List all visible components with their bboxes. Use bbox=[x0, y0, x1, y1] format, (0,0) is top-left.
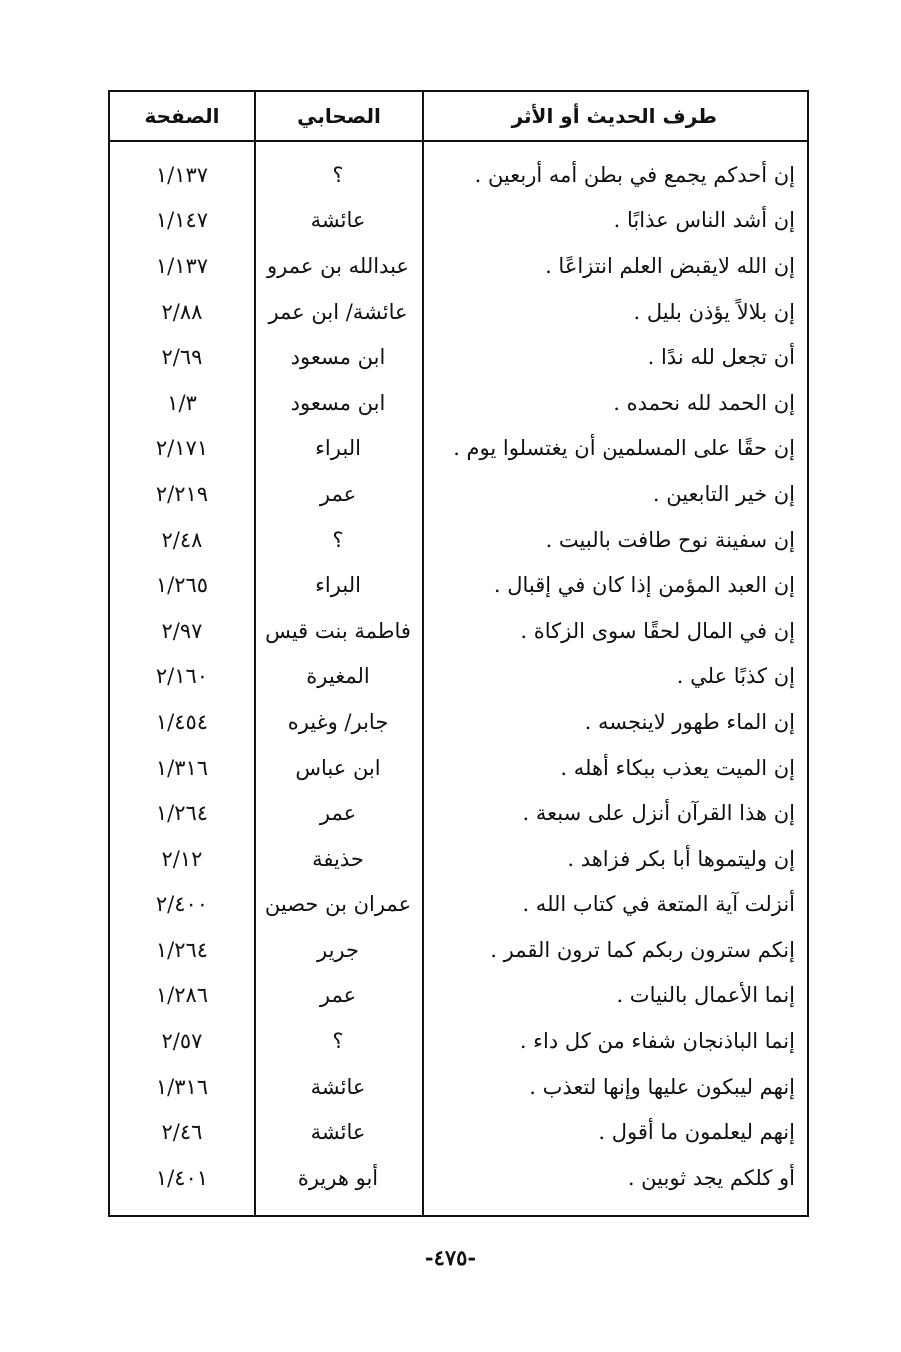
page-ref-cell: ١/٢٦٤ bbox=[155, 937, 209, 962]
table-row bbox=[110, 380, 807, 426]
sahabi-cell: حذيفة bbox=[312, 846, 364, 871]
table-row bbox=[110, 1155, 807, 1201]
page-ref-cell: ١/٤٥٤ bbox=[155, 709, 209, 734]
table-row bbox=[110, 882, 807, 928]
hadith-cell: إن خير التابعين . bbox=[652, 481, 795, 506]
sahabi-cell: جرير bbox=[317, 937, 359, 962]
sahabi-cell: أبو هريرة bbox=[297, 1165, 379, 1190]
table-row bbox=[110, 426, 807, 472]
hadith-cell: إن الماء طهور لاينجسه . bbox=[584, 709, 795, 734]
table-row bbox=[110, 517, 807, 563]
page-ref-cell: ٢/٩٧ bbox=[161, 618, 203, 643]
table-row bbox=[110, 745, 807, 791]
hadith-cell: أو كلكم يجد ثوبين . bbox=[627, 1165, 795, 1190]
sahabi-cell: ابن مسعود bbox=[290, 390, 386, 415]
page-ref-cell: ٢/٥٧ bbox=[161, 1029, 203, 1054]
table-row bbox=[110, 927, 807, 973]
page-ref-cell: ٢/٤٦ bbox=[161, 1120, 203, 1145]
sahabi-cell: عمران بن حصين bbox=[264, 892, 412, 917]
page-ref-cell: ١/٣ bbox=[167, 390, 197, 415]
hadith-cell: أنزلت آية المتعة في كتاب الله . bbox=[522, 892, 795, 917]
table-row bbox=[110, 654, 807, 700]
page-ref-cell: ١/٣١٦ bbox=[155, 1074, 209, 1099]
hadith-cell: إن الميت يعذب ببكاء أهله . bbox=[560, 755, 795, 780]
hadith-cell: إنهم ليبكون عليها وإنها لتعذب . bbox=[529, 1074, 795, 1099]
hadith-cell: إن حقًا على المسلمين أن يغتسلوا يوم . bbox=[453, 436, 795, 461]
sahabi-cell: عائشة/ ابن عمر bbox=[268, 299, 408, 324]
page-ref-cell: ١/٢٨٦ bbox=[155, 983, 209, 1008]
sahabi-cell: فاطمة بنت قيس bbox=[265, 618, 411, 643]
page-ref-cell: ٢/٨٨ bbox=[161, 299, 203, 324]
hadith-cell: إن وليتموها أبا بكر فزاهد . bbox=[567, 846, 795, 871]
sahabi-cell: ابن عباس bbox=[295, 755, 381, 780]
sahabi-cell: ؟ bbox=[332, 1029, 344, 1054]
sahabi-cell: البراء bbox=[315, 573, 361, 598]
page-ref-cell: ١/١٣٧ bbox=[155, 162, 209, 187]
table-row bbox=[110, 608, 807, 654]
sahabi-cell: عمر bbox=[319, 983, 357, 1008]
page-ref-cell: ٢/٦٩ bbox=[161, 345, 203, 370]
hadith-cell: إنهم ليعلمون ما أقول . bbox=[598, 1120, 795, 1145]
sahabi-cell: جابر/ وغيره bbox=[287, 709, 389, 734]
header-page: الصفحة bbox=[144, 104, 220, 128]
table-row bbox=[110, 471, 807, 517]
page-ref-cell: ١/٢٦٤ bbox=[155, 801, 209, 826]
table-row bbox=[110, 152, 807, 198]
table-row bbox=[110, 973, 807, 1019]
page-ref-cell: ١/١٤٧ bbox=[155, 208, 209, 233]
page-ref-cell: ٢/١٧١ bbox=[155, 436, 209, 461]
sahabi-cell: عائشة bbox=[310, 208, 366, 233]
header-sahabi: الصحابي bbox=[254, 92, 422, 140]
sahabi-cell: عبدالله بن عمرو bbox=[267, 253, 409, 278]
table-row bbox=[110, 1109, 807, 1155]
sahabi-cell: عمر bbox=[319, 481, 357, 506]
column-divider bbox=[254, 142, 256, 1215]
header-hadith: طرف الحديث أو الأثر bbox=[422, 92, 807, 140]
table-row bbox=[110, 562, 807, 608]
table-row bbox=[110, 790, 807, 836]
page-ref-cell: ١/٤٠١ bbox=[155, 1165, 209, 1190]
hadith-cell: إن الله لايقبض العلم انتزاعًا . bbox=[545, 253, 795, 278]
sahabi-cell: ؟ bbox=[332, 527, 344, 552]
hadith-cell: إن بلالاً يؤذن بليل . bbox=[633, 299, 795, 324]
table-row bbox=[110, 1018, 807, 1064]
table-row bbox=[110, 198, 807, 244]
sahabi-cell: عمر bbox=[319, 801, 357, 826]
sahabi-cell: ؟ bbox=[332, 162, 344, 187]
page-ref-cell: ١/٣١٦ bbox=[155, 755, 209, 780]
table-row bbox=[110, 334, 807, 380]
table-row bbox=[110, 289, 807, 335]
table-header-row bbox=[110, 92, 807, 142]
page-number: -٤٧٥- bbox=[424, 1245, 477, 1270]
hadith-index-table bbox=[108, 90, 809, 1217]
page-ref-cell: ١/٢٦٥ bbox=[155, 573, 209, 598]
hadith-cell: إن كذبًا علي . bbox=[676, 664, 795, 689]
table-row bbox=[110, 836, 807, 882]
hadith-cell: إن أشد الناس عذابًا . bbox=[613, 208, 795, 233]
page-ref-cell: ٢/٢١٩ bbox=[155, 481, 209, 506]
table-row bbox=[110, 243, 807, 289]
hadith-cell: إن أحدكم يجمع في بطن أمه أربعين . bbox=[474, 162, 795, 187]
hadith-cell: إن الحمد لله نحمده . bbox=[613, 390, 795, 415]
column-divider bbox=[422, 142, 424, 1215]
page-ref-cell: ١/١٣٧ bbox=[155, 253, 209, 278]
page-ref-cell: ٢/١٢ bbox=[161, 846, 203, 871]
sahabi-cell: عائشة bbox=[310, 1074, 366, 1099]
table-row bbox=[110, 699, 807, 745]
hadith-cell: إنما الأعمال بالنيات . bbox=[616, 983, 795, 1008]
rows-container bbox=[110, 142, 807, 1201]
hadith-cell: إن العبد المؤمن إذا كان في إقبال . bbox=[493, 573, 795, 598]
table-row bbox=[110, 1064, 807, 1110]
hadith-cell: إنما الباذنجان شفاء من كل داء . bbox=[519, 1029, 795, 1054]
page-ref-cell: ٢/٤٨ bbox=[161, 527, 203, 552]
page-ref-cell: ٢/١٦٠ bbox=[155, 664, 209, 689]
page-ref-cell: ٢/٤٠٠ bbox=[155, 892, 209, 917]
sahabi-cell: عائشة bbox=[310, 1120, 366, 1145]
hadith-cell: إن هذا القرآن أنزل على سبعة . bbox=[522, 801, 795, 826]
hadith-cell: أن تجعل لله ندًا . bbox=[647, 345, 795, 370]
sahabi-cell: ابن مسعود bbox=[290, 345, 386, 370]
hadith-cell: إن في المال لحقًا سوى الزكاة . bbox=[520, 618, 795, 643]
sahabi-cell: البراء bbox=[315, 436, 361, 461]
hadith-cell: إن سفينة نوح طافت بالبيت . bbox=[545, 527, 795, 552]
hadith-cell: إنكم سترون ربكم كما ترون القمر . bbox=[490, 937, 795, 962]
table-body bbox=[110, 142, 807, 1215]
sahabi-cell: المغيرة bbox=[306, 664, 370, 689]
